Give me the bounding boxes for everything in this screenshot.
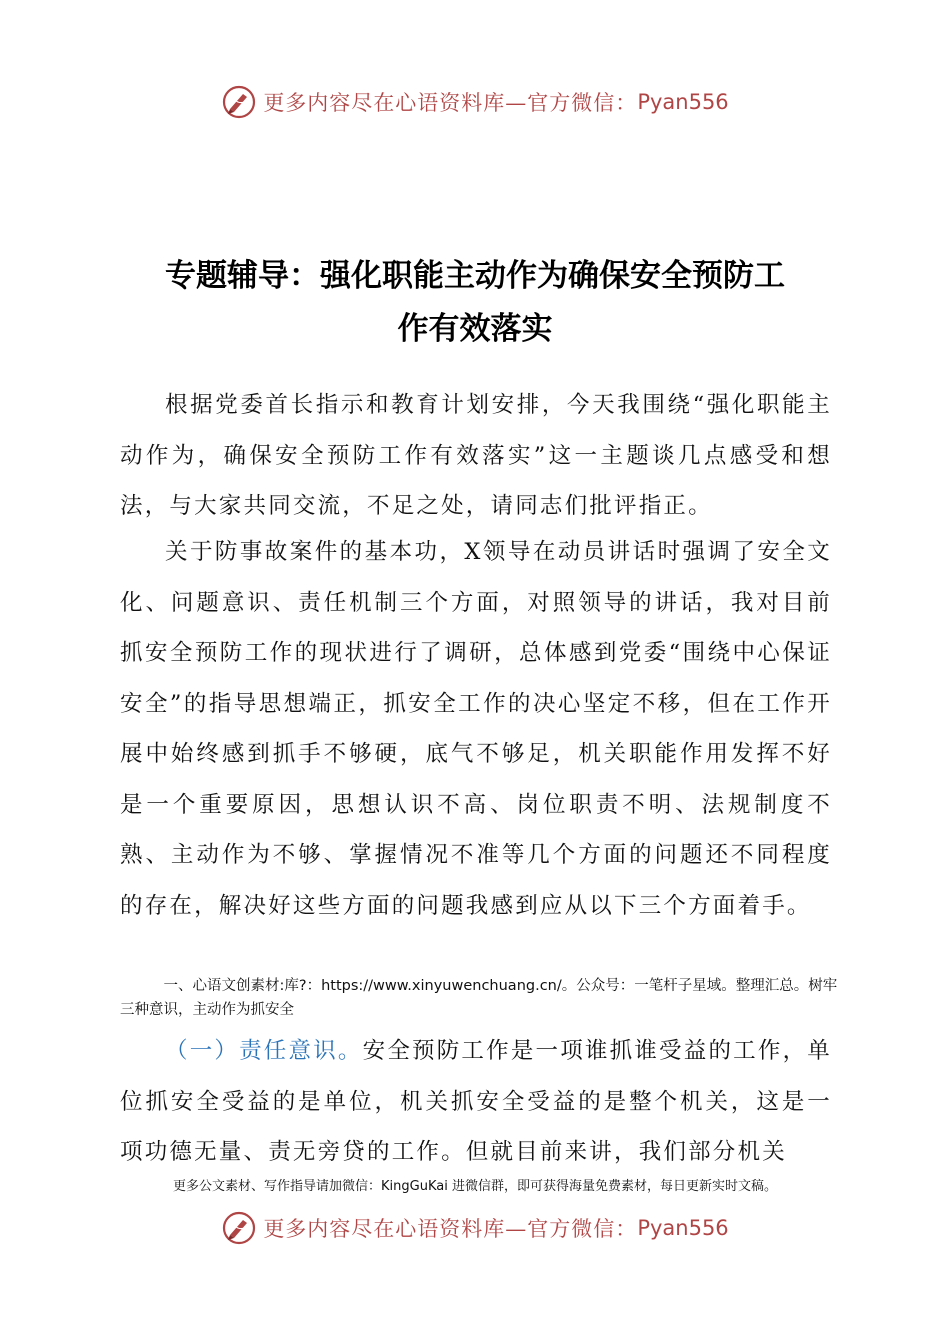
pen-logo-icon — [221, 1210, 257, 1246]
paragraph-background: 关于防事故案件的基本功，X领导在动员讲话时强调了安全文化、问题意识、责任机制三个方面，对照领导的讲话，我对目前抓安全预防工作的现状进行了调研，总体感到党委“围绕中心保证安全”的指导思想端正，抓安全工作的决心坚定不移，但在工作开展中始终感到抓手不够硬，底气不够足，机关职能作用发挥不好是一个重要原因，思想认识不高、岗位职责不明、法规制度不熟、主动作为不够、掌握情况不准等几个方面的问题还不同程度的存在，解决好这些方面的问题我感到应从以下三个方面着手。 — [120, 539, 832, 919]
footer-banner — [0, 1206, 950, 1250]
document-title — [100, 250, 850, 356]
banner-text: 更多内容尽在心语资料库—官方微信： — [263, 91, 638, 115]
footer-promo: 更多公文素材、写作指导请加微信：KingGuKai 进微信群，即可获得海量免费素材，每日更新实时文稿。 — [173, 1179, 777, 1194]
banner-text: 更多内容尽在心语资料库—官方微信： — [263, 1217, 638, 1241]
paragraph-responsibility — [120, 1026, 832, 1178]
banner-wechat-id: Pyan556 — [637, 1216, 729, 1240]
header-banner — [0, 80, 950, 124]
pen-logo-icon — [221, 84, 257, 120]
title-line-2: 作有效落实 — [397, 311, 553, 347]
section-heading-note: 一、心语文创素材:库?：https://www.xinyuwenchuang.cn/。公众号：一笔杆子星域。整理汇总。树牢三种意识，主动作为抓安全 — [120, 978, 838, 1018]
subheading-responsibility: （一）责任意识。 — [165, 1038, 363, 1064]
title-line-1: 专题辅导：强化职能主动作为确保安全预防工 — [165, 258, 785, 294]
banner-wechat-id: Pyan556 — [637, 90, 729, 114]
paragraph-responsibility-text: 安全预防工作是一项谁抓谁受益的工作，单位抓安全受益的是单位，机关抓安全受益的是整个机关，这是一项功德无量、责无旁贷的工作。但就目前来讲，我们部分机关 — [120, 1038, 832, 1165]
paragraph-intro: 根据党委首长指示和教育计划安排，今天我围绕“强化职能主动作为，确保安全预防工作有效落实”这一主题谈几点感受和想法，与大家共同交流，不足之处，请同志们批评指正。 — [120, 392, 832, 519]
